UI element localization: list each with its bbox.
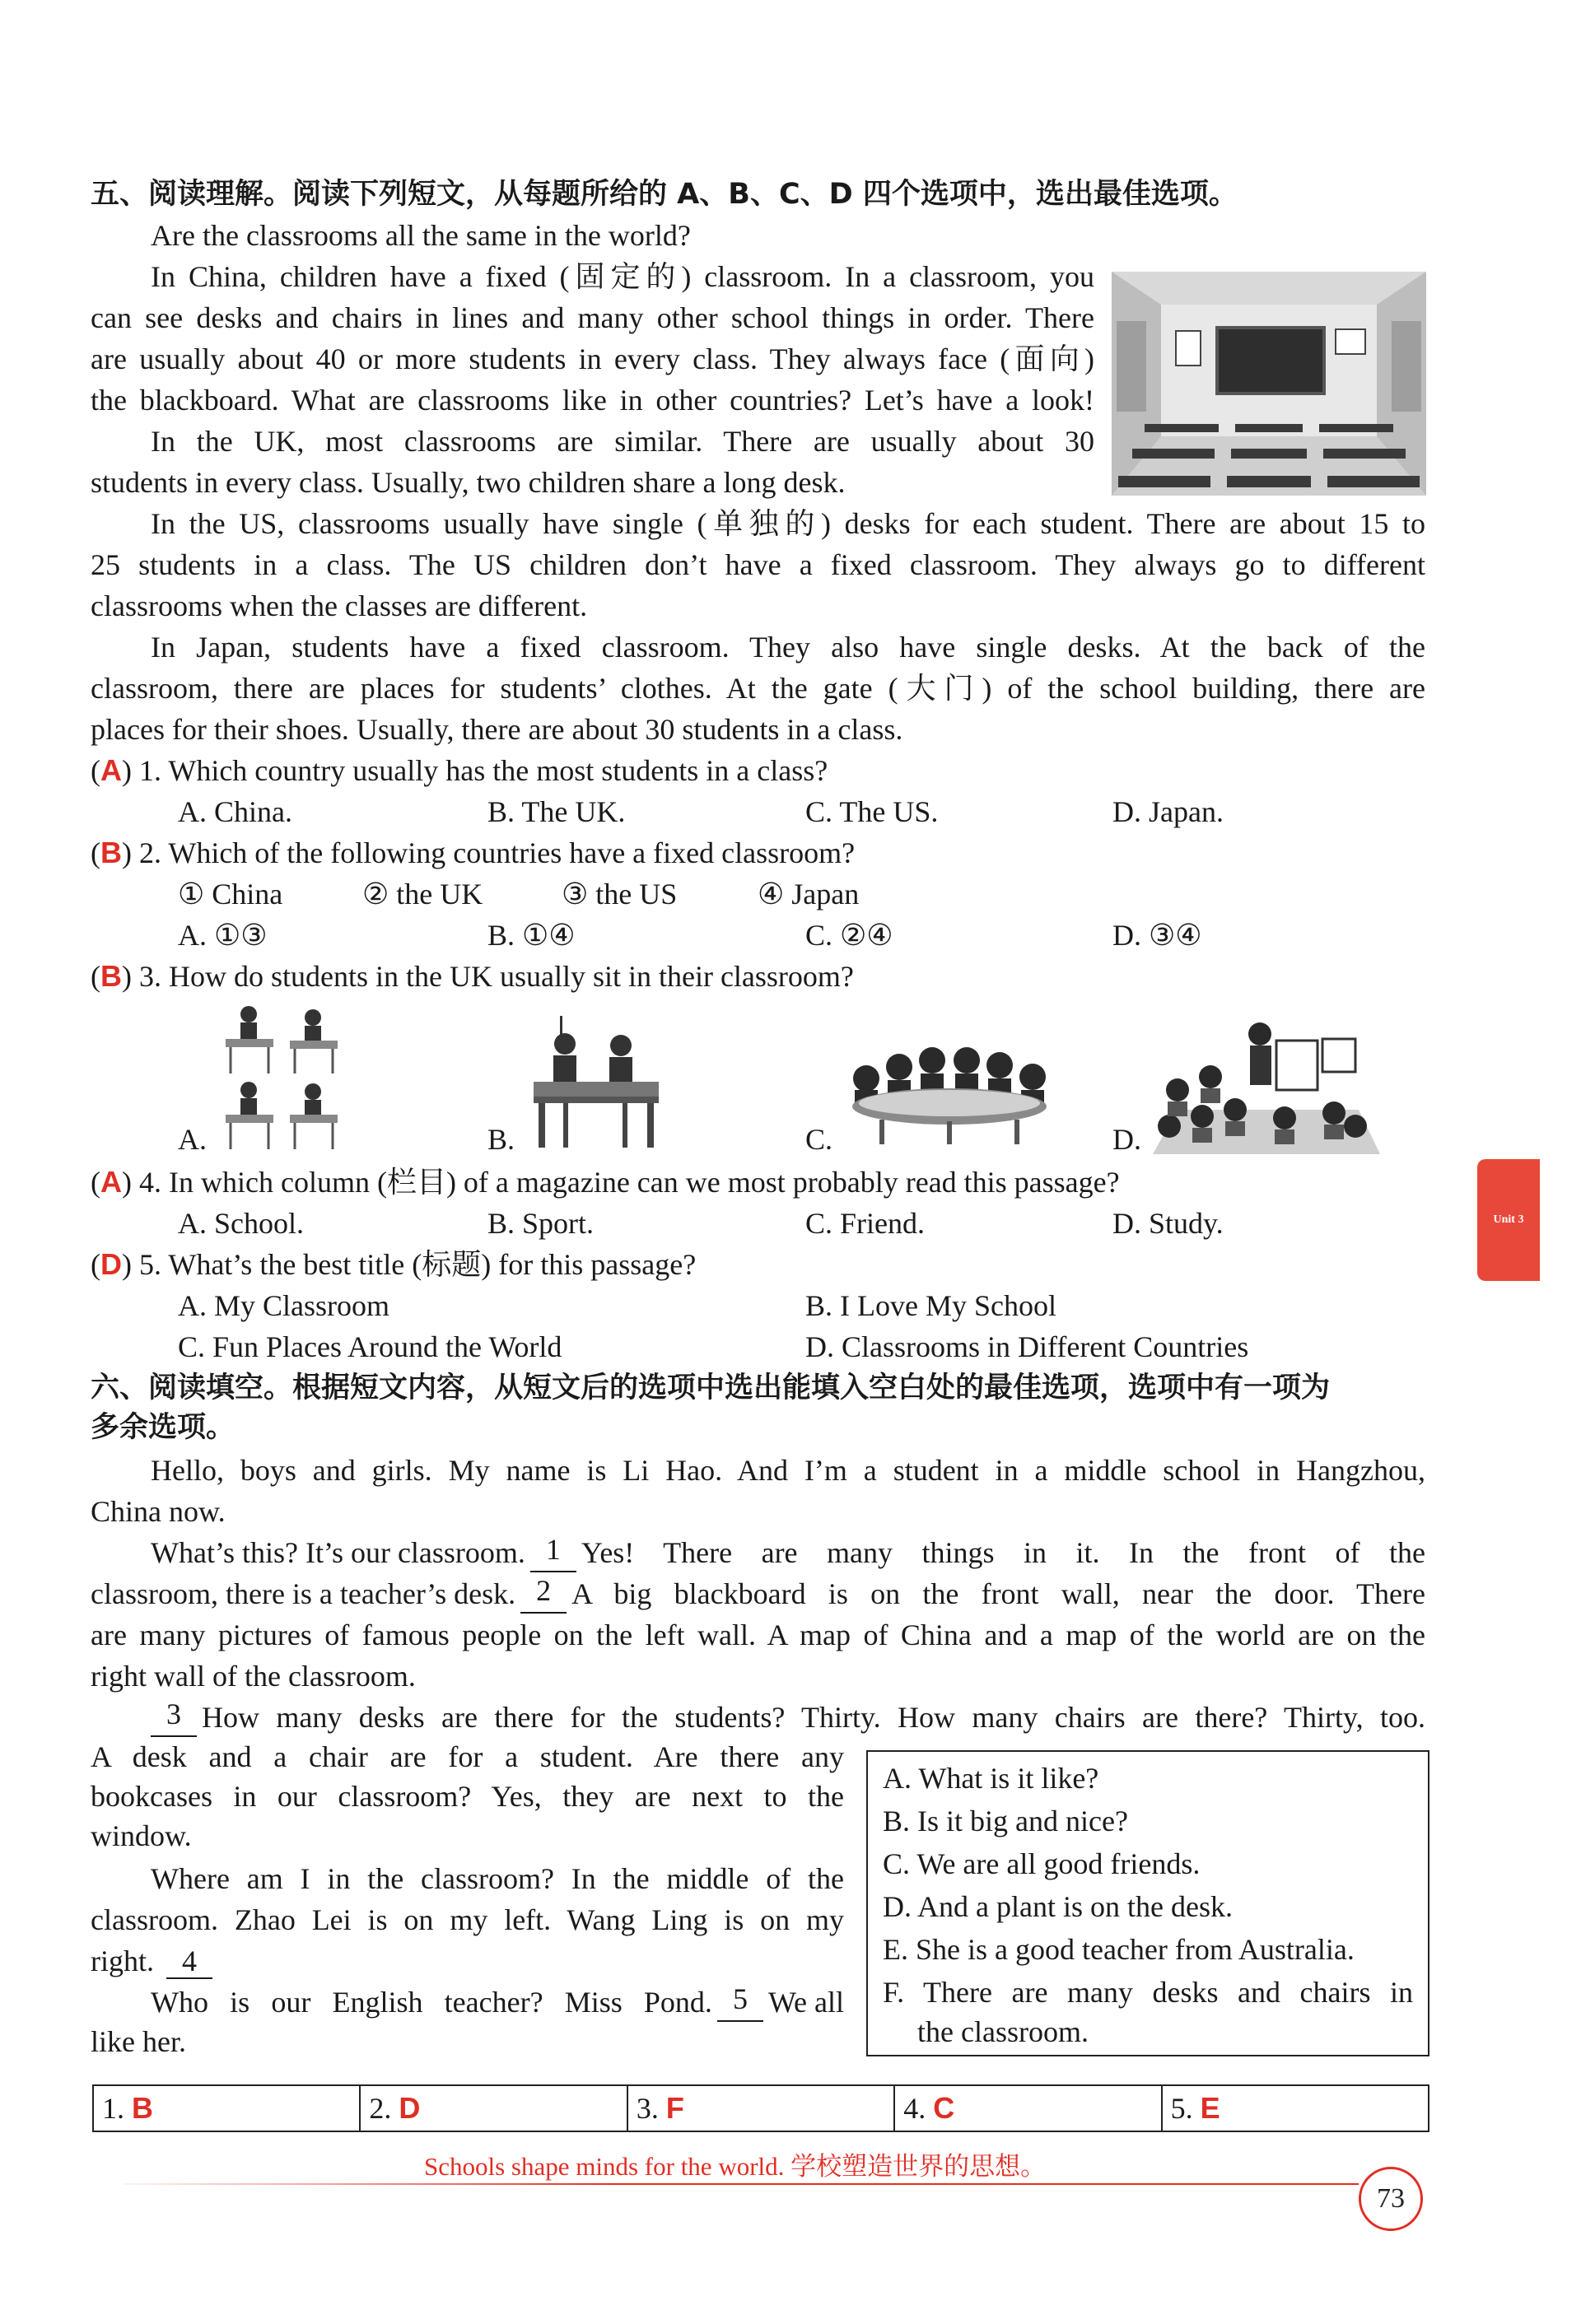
answer-letter: D bbox=[100, 1247, 122, 1281]
section6-heading: 六、阅读填空。根据短文内容，从短文后的选项中选出能填入空白处的最佳选项，选项中有一项为 bbox=[91, 1372, 1331, 1404]
passage-line: are many pictures of famous people on the left wall. A map of China and a map of the world are on the bbox=[91, 1618, 1425, 1651]
classroom-illustration bbox=[1112, 272, 1426, 496]
option-item: B. Is it big and nice? bbox=[883, 1805, 1128, 1837]
option-item: C. We are all good friends. bbox=[883, 1847, 1201, 1880]
answer-number: 5. bbox=[1170, 2092, 1193, 2125]
question-stem: 4. In which column (栏目) of a magazine can we most probably read this passage? bbox=[139, 1166, 1120, 1199]
text: What’s this? It’s our classroom. bbox=[151, 1536, 525, 1569]
passage-line: like her. bbox=[91, 2025, 186, 2058]
option-b: B. The UK. bbox=[487, 795, 626, 828]
passage-line: students in every class. Usually, two children share a long desk. bbox=[91, 466, 846, 499]
page-number: 73 bbox=[1359, 2167, 1423, 2231]
passage-line: In China, children have a fixed (固定的) classroom. In a classroom, you bbox=[151, 260, 1094, 293]
passage-line: classroom. Zhao Lei is on my left. Wang Ling is on my bbox=[91, 1903, 844, 1936]
passage-line: In the UK, most classrooms are similar. There are usually about 30 bbox=[151, 425, 1094, 458]
sub-item: ④ Japan bbox=[758, 878, 860, 911]
passage-line: 25 students in a class. The US children don’t have a fixed classroom. They always go to different bbox=[91, 548, 1425, 581]
question-2: (B) 2. Which of the following countries have a fixed classroom? bbox=[91, 836, 856, 869]
option-c-picture bbox=[846, 1039, 1052, 1146]
option-b: B. ①④ bbox=[487, 919, 576, 952]
answer-number: 4. bbox=[903, 2092, 926, 2125]
option-a: A. ①③ bbox=[178, 919, 268, 952]
option-a-picture bbox=[219, 999, 343, 1153]
answer-cell bbox=[628, 2086, 895, 2131]
passage-line: places for their shoes. Usually, there are about 30 students in a class. bbox=[91, 713, 903, 746]
blank-3[interactable]: 3 bbox=[151, 1698, 197, 1737]
answer-letter: E bbox=[1200, 2091, 1220, 2125]
answer-cell bbox=[1163, 2086, 1428, 2131]
option-c: C. Fun Places Around the World bbox=[178, 1330, 562, 1363]
passage-line: can see desks and chairs in lines and many other school things in order. There bbox=[91, 301, 1094, 334]
option-item: D. And a plant is on the desk. bbox=[883, 1890, 1233, 1923]
option-c: C. bbox=[805, 1123, 833, 1156]
answer-number: 1. bbox=[102, 2092, 124, 2125]
option-c: C. ②④ bbox=[805, 919, 893, 952]
footer-divider bbox=[124, 2183, 1359, 2185]
blank-2[interactable]: 2 bbox=[520, 1574, 567, 1614]
sub-item: ② the UK bbox=[362, 878, 483, 911]
question-4: (A) 4. In which column (栏目) of a magazine can we most probably read this passage? bbox=[91, 1165, 1120, 1199]
unit-tab[interactable]: Unit 3 bbox=[1477, 1159, 1540, 1281]
passage-line bbox=[151, 1698, 1425, 1737]
text: Who is our English teacher? Miss Pond. bbox=[151, 1986, 712, 2019]
option-item: E. She is a good teacher from Australia. bbox=[883, 1933, 1355, 1966]
answer-letter: A bbox=[100, 753, 122, 787]
text: right. bbox=[91, 1944, 154, 1977]
option-b: B. bbox=[487, 1123, 515, 1156]
passage-line: Where am I in the classroom? In the middle of the bbox=[151, 1862, 844, 1895]
text: classroom, there is a teacher’s desk. bbox=[91, 1577, 516, 1610]
sub-item: ③ the US bbox=[562, 878, 678, 911]
passage-line bbox=[91, 1941, 217, 1981]
answer-number: 2. bbox=[369, 2092, 392, 2125]
passage-line bbox=[151, 1533, 1425, 1572]
answer-letter: B bbox=[100, 959, 122, 993]
option-d: D. Study. bbox=[1112, 1207, 1224, 1240]
section6-heading-cont: 多余选项。 bbox=[91, 1411, 236, 1444]
option-d: D. ③④ bbox=[1112, 919, 1202, 952]
option-d: D. bbox=[1112, 1123, 1141, 1156]
passage-line: Are the classrooms all the same in the world? bbox=[151, 219, 691, 252]
option-a: A. China. bbox=[178, 795, 292, 828]
question-1: (A) 1. Which country usually has the most students in a class? bbox=[91, 753, 828, 787]
answer-cell bbox=[895, 2086, 1162, 2131]
passage-line: In the US, classrooms usually have single (单独的) desks for each student. There are about 15 to bbox=[151, 507, 1425, 540]
option-c: C. The US. bbox=[805, 795, 939, 828]
answer-letter: B bbox=[100, 836, 122, 869]
option-b: B. Sport. bbox=[487, 1207, 595, 1240]
option-c: C. Friend. bbox=[805, 1207, 926, 1240]
option-d: D. Classrooms in Different Countries bbox=[805, 1330, 1249, 1363]
passage-line: are usually about 40 or more students in every class. They always face (面向) bbox=[91, 342, 1094, 375]
text: How many desks are there for the students? Thirty. How many chairs are there? Thirty, too. bbox=[202, 1701, 1425, 1734]
answer-cell bbox=[361, 2086, 627, 2131]
passage-line: the blackboard. What are classrooms like in other countries? Let’s have a look! bbox=[91, 384, 1094, 417]
option-b-picture bbox=[530, 1011, 662, 1151]
option-b: B. I Love My School bbox=[805, 1289, 1056, 1322]
passage-line: In Japan, students have a fixed classroom. They also have single desks. At the back of the bbox=[151, 631, 1425, 664]
passage-line: Hello, boys and girls. My name is Li Hao. And I’m a student in a middle school in Hangzhou, bbox=[151, 1454, 1425, 1487]
answer-number: 3. bbox=[636, 2092, 659, 2125]
blank-4[interactable]: 4 bbox=[166, 1944, 212, 1979]
passage-line bbox=[151, 1982, 844, 2022]
passage-line: bookcases in our classroom? Yes, they are next to the bbox=[91, 1780, 844, 1813]
passage-line: right wall of the classroom. bbox=[91, 1660, 416, 1693]
question-stem: 3. How do students in the UK usually sit in their classroom? bbox=[139, 960, 854, 993]
passage-line: classroom, there are places for students’ clothes. At the gate (大门) of the school building, there are bbox=[91, 672, 1425, 705]
passage-line: China now. bbox=[91, 1495, 226, 1528]
sub-item: ① China bbox=[178, 878, 283, 911]
text: We all bbox=[767, 1986, 844, 2019]
answer-letter: F bbox=[665, 2091, 684, 2125]
question-stem: 5. What’s the best title (标题) for this passage? bbox=[139, 1248, 697, 1281]
passage-line: A desk and a chair are for a student. Are there any bbox=[91, 1740, 844, 1773]
question-3: (B) 3. How do students in the UK usually sit in their classroom? bbox=[91, 959, 854, 993]
blank-5[interactable]: 5 bbox=[717, 1982, 763, 2022]
passage-line bbox=[91, 1574, 1425, 1614]
option-item: A. What is it like? bbox=[883, 1762, 1099, 1795]
text: Yes! There are many things in it. In the front of the bbox=[581, 1536, 1425, 1569]
passage-line: window. bbox=[91, 1819, 192, 1852]
section5-heading: 五、阅读理解。阅读下列短文，从每题所给的 A、B、C、D 四个选项中，选出最佳选项。 bbox=[91, 178, 1238, 211]
question-stem: 2. Which of the following countries have a fixed classroom? bbox=[139, 836, 856, 869]
footer-motto: Schools shape minds for the world. 学校塑造世界的思想。 bbox=[424, 2152, 1047, 2181]
answer-cell bbox=[94, 2086, 361, 2131]
answer-table bbox=[92, 2084, 1429, 2132]
question-5: (D) 5. What’s the best title (标题) for this passage? bbox=[91, 1247, 697, 1281]
passage-line: classrooms when the classes are different. bbox=[91, 589, 588, 622]
option-d: D. Japan. bbox=[1112, 795, 1224, 828]
options-box bbox=[866, 1750, 1429, 2056]
option-item-cont: the classroom. bbox=[917, 2015, 1089, 2048]
answer-letter: C bbox=[933, 2091, 955, 2125]
option-a: A. My Classroom bbox=[178, 1289, 390, 1322]
answer-letter: D bbox=[399, 2091, 421, 2125]
option-a: A. bbox=[178, 1123, 207, 1156]
blank-1[interactable]: 1 bbox=[530, 1533, 576, 1572]
option-a: A. School. bbox=[178, 1207, 304, 1240]
question-stem: 1. Which country usually has the most students in a class? bbox=[139, 754, 828, 787]
answer-letter: B bbox=[132, 2091, 153, 2125]
option-item: F. There are many desks and chairs in bbox=[883, 1976, 1413, 2009]
option-d-picture bbox=[1153, 1011, 1380, 1154]
text: A big blackboard is on the front wall, near the door. There bbox=[571, 1577, 1425, 1610]
answer-letter: A bbox=[100, 1165, 122, 1199]
